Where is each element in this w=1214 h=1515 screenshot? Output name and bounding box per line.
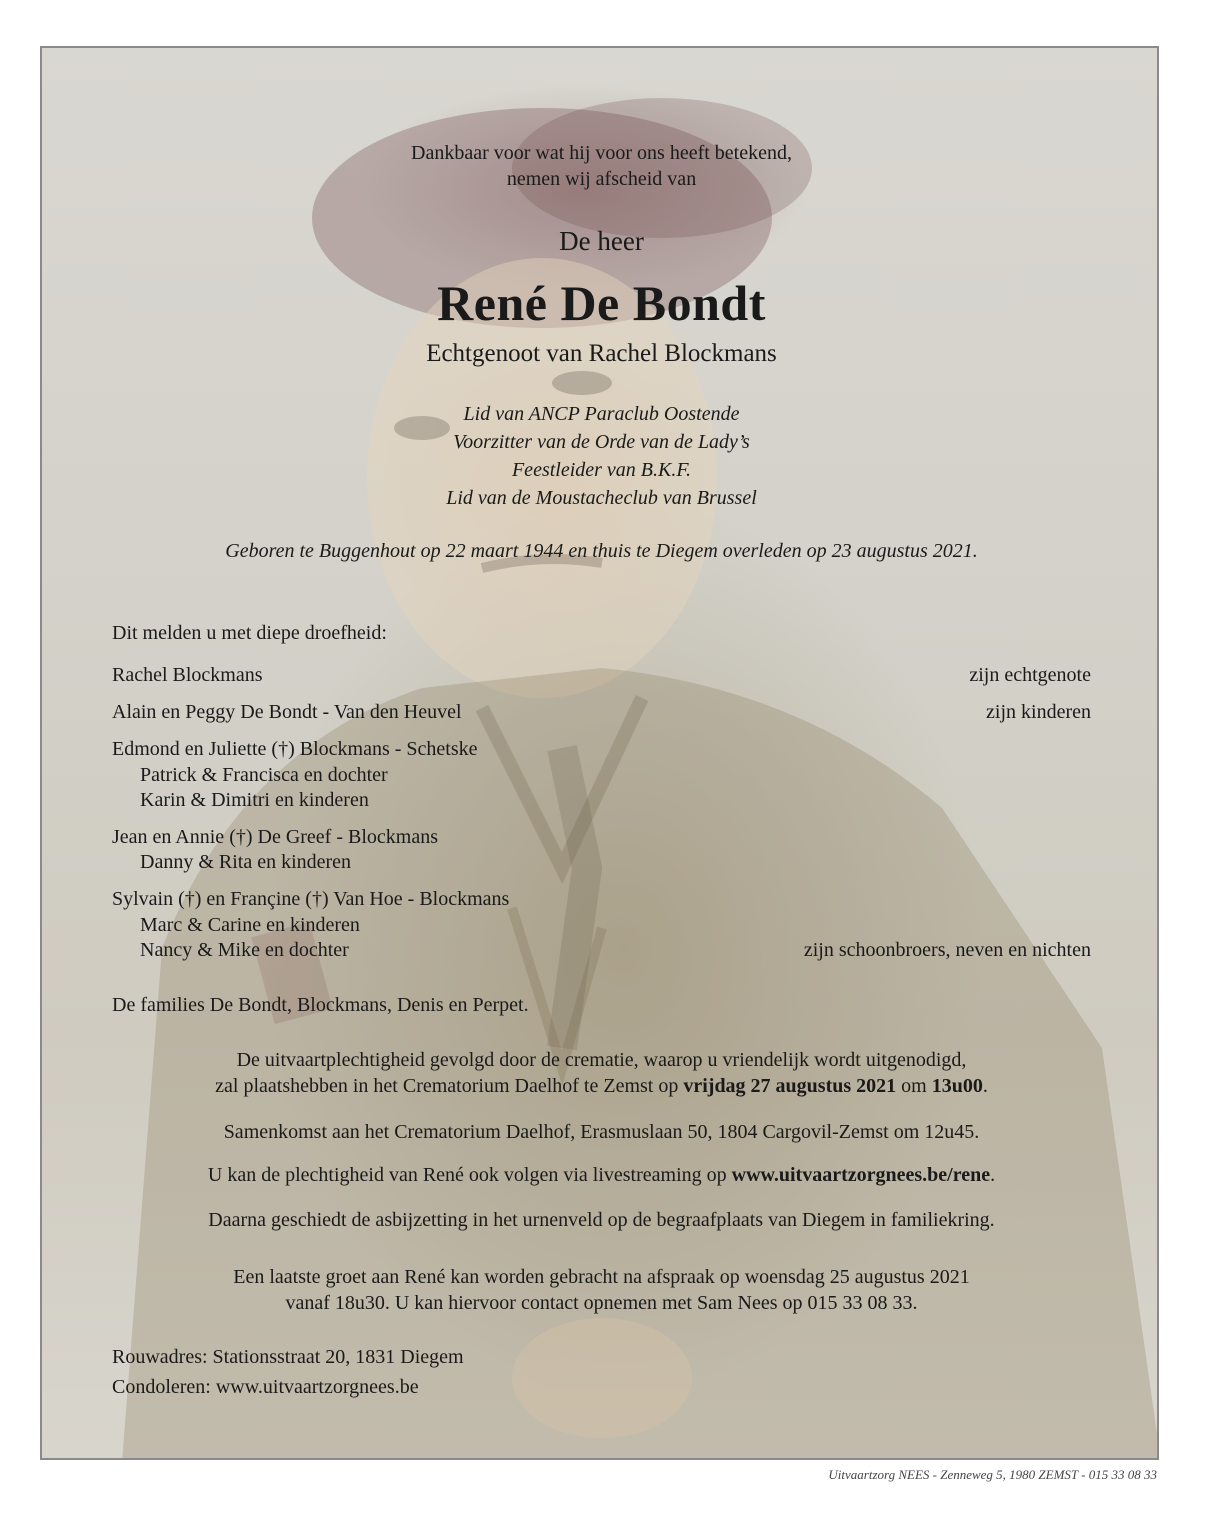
ceremony-date: vrijdag 27 augustus 2021	[683, 1075, 897, 1097]
ceremony-line-2	[42, 1073, 1159, 1099]
club-membership: Feestleider van B.K.F.	[511, 459, 692, 481]
intro-line-2: nemen wij afscheid van	[506, 168, 697, 190]
family-group-head: Edmond en Juliette (†) Blockmans - Schetske	[112, 738, 478, 760]
livestream-period: .	[990, 1164, 996, 1186]
family-group-member: Nancy & Mike en dochter	[140, 939, 349, 961]
family-group-head: Jean en Annie (†) De Greef - Blockmans	[112, 826, 438, 848]
livestream-text: U kan de plechtigheid van René ook volgen via livestreaming op	[207, 1164, 732, 1186]
birth-death-line: Geboren te Buggenhout op 22 maart 1944 en thuis te Diegem overleden op 23 augustus 2021.	[225, 540, 978, 562]
family-children-name: Alain en Peggy De Bondt - Van den Heuvel	[112, 701, 462, 723]
family-inlaws-role: zijn schoonbroers, neven en nichten	[803, 939, 1091, 961]
funeral-home-footer: Uitvaartzorg NEES - Zenneweg 5, 1980 ZEMST - 015 33 08 33	[828, 1467, 1157, 1482]
club-membership: Lid van ANCP Paraclub Oostende	[463, 403, 740, 425]
memorial-card	[40, 46, 1159, 1460]
intro-line-1: Dankbaar voor wat hij voor ons heeft betekend,	[411, 142, 792, 164]
livestream-line	[42, 1162, 1159, 1188]
farewell-line-2: vanaf 18u30. U kan hiervoor contact opnemen met Sam Nees op 015 33 08 33.	[285, 1292, 918, 1314]
livestream-link[interactable]: www.uitvaartzorgnees.be/rene	[731, 1164, 991, 1186]
club-membership: Voorzitter van de Orde van de Lady’s	[453, 431, 750, 453]
condolences-link[interactable]: Condoleren: www.uitvaartzorgnees.be	[112, 1376, 419, 1398]
family-spouse-role: zijn echtgenote	[969, 664, 1091, 686]
ceremony-connector: om	[896, 1075, 932, 1097]
announcement: Dit melden u met diepe droefheid:	[112, 622, 387, 644]
deceased-name: René De Bondt	[437, 275, 766, 331]
spouse-line: Echtgenoot van Rachel Blockmans	[426, 340, 777, 367]
ceremony-time: 13u00	[931, 1075, 983, 1097]
urn-line: Daarna geschiedt de asbijzetting in het urnenveld op de begraafplaats van Diegem in familiekring.	[208, 1209, 995, 1231]
family-spouse-name: Rachel Blockmans	[112, 664, 263, 686]
family-group-member: Marc & Carine en kinderen	[140, 914, 360, 936]
ceremony-location: zal plaatshebben in het Crematorium Daelhof te Zemst op	[215, 1075, 684, 1097]
ceremony-line-1: De uitvaartplechtigheid gevolgd door de crematie, waarop u vriendelijk wordt uitgenodigd,	[236, 1049, 967, 1071]
families-line: De families De Bondt, Blockmans, Denis en Perpet.	[112, 994, 529, 1016]
family-group-member: Danny & Rita en kinderen	[140, 851, 352, 873]
gathering-line: Samenkomst aan het Crematorium Daelhof, Erasmuslaan 50, 1804 Cargovil-Zemst om 12u45.	[223, 1121, 980, 1143]
ceremony-period: .	[982, 1075, 988, 1097]
family-children-role: zijn kinderen	[986, 701, 1091, 723]
mourning-address: Rouwadres: Stationsstraat 20, 1831 Diegem	[112, 1346, 464, 1368]
family-group-member: Patrick & Francisca en dochter	[140, 764, 388, 786]
club-membership: Lid van de Moustacheclub van Brussel	[446, 487, 757, 509]
notice-text	[42, 48, 1159, 1460]
family-group-head: Sylvain (†) en Françine (†) Van Hoe - Blockmans	[112, 888, 510, 910]
family-group-member: Karin & Dimitri en kinderen	[140, 789, 369, 811]
farewell-line-1: Een laatste groet aan René kan worden gebracht na afspraak op woensdag 25 augustus 2021	[233, 1266, 970, 1288]
title-prefix: De heer	[559, 226, 644, 256]
